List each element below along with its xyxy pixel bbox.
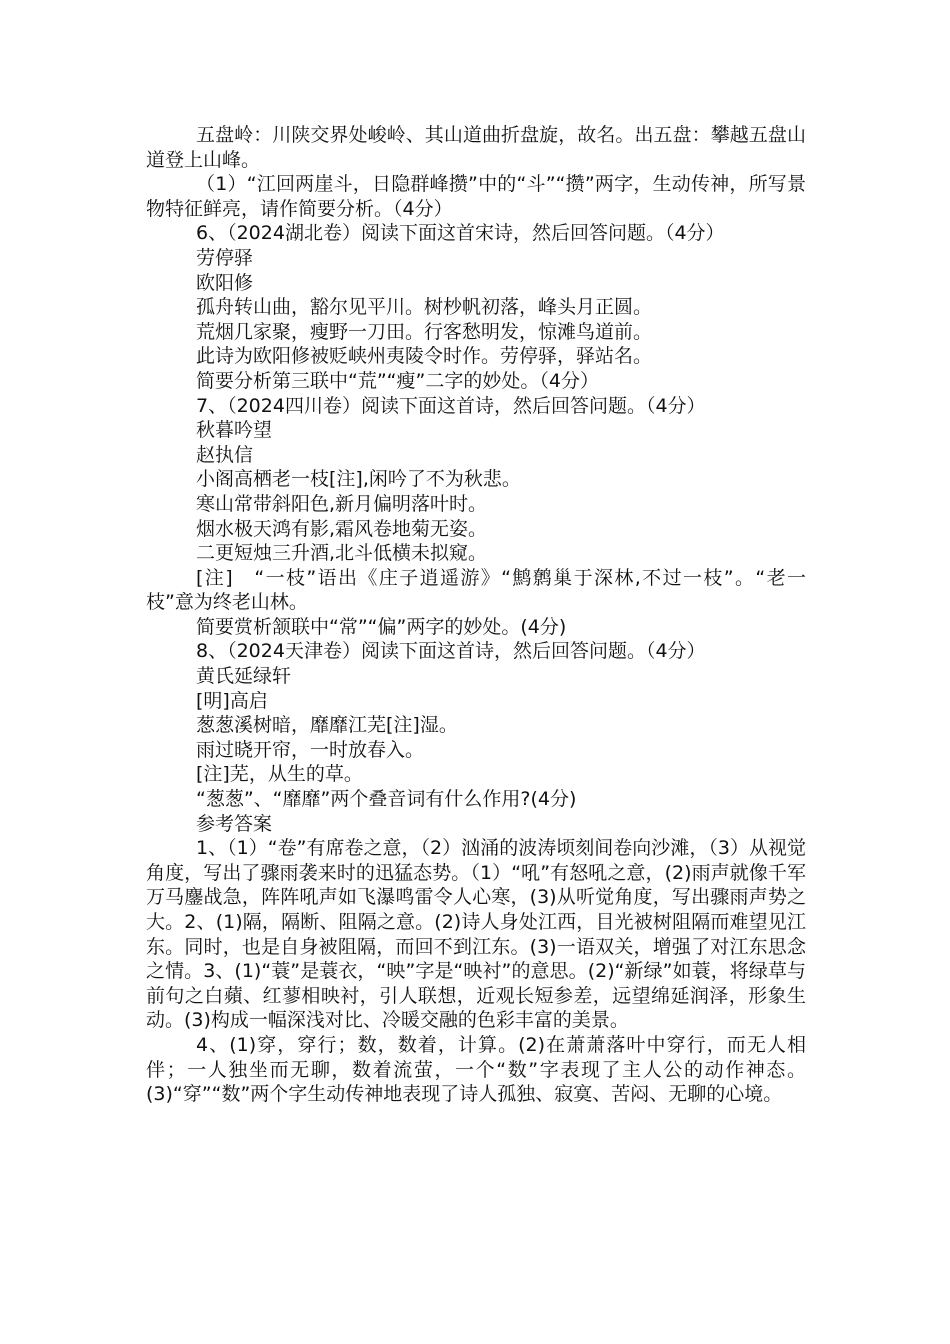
poem-author: [明]高启 <box>196 689 268 712</box>
poem-title: 秋暮吟望 <box>196 419 273 442</box>
question-8-header: 8、（2024天津卷）阅读下面这首诗，然后回答问题。（4分） <box>196 640 706 663</box>
note-wupan-ridge: 五盘岭：川陕交界处峻岭、其山道曲折盘旋，故名。出五盘：攀越五盘山道登上山峰。 <box>146 124 806 171</box>
poem-line: 寒山常带斜阳色,新月偏明落叶时。 <box>196 492 488 515</box>
poem-line: 小阁高栖老一枝[注],闲吟了不为秋悲。 <box>196 468 521 491</box>
poem-line: 烟水极天鸿有影,霜风卷地菊无姿。 <box>196 517 488 540</box>
poem-line: 葱葱溪树暗，靡靡江芜[注]湿。 <box>196 714 458 737</box>
question-prompt: 简要赏析颔联中“常”“偏”两字的妙处。(4分) <box>196 615 567 638</box>
answer-heading: 参考答案 <box>196 812 273 835</box>
answer-paragraph: 1、（1）“卷”有席卷之意，（2）汹涌的波涛顷刻间卷向沙滩，（3）从视觉角度，写出了骤雨袭来时的迅猛态势。（1）“吼”有怒吼之意，(2)雨声就像千军万马鏖战急，阵阵吼声如飞瀑鸣雷令人心寒，(3)从听觉角度，写出骤雨声势之大。2、(1)隔，隔断、阻隔之意。(2)诗人身处江西，目光被树阻隔而难望见江东。同时，也是自身被阻隔，而回不到江东。(3)一语双关，增强了对江东思念之情。3、(1)“蓑”是蓑衣，“映”字是“映衬”的意思。(2)“新绿”如蓑，将绿草与前句之白蘋、红蓼相映衬，引人联想，近观长短参差，远望绵延润泽，形象生动。(3)构成一幅深浅对比、冷暖交融的色彩丰富的美景。 <box>146 837 806 1032</box>
question-1: （1）“江回两崖斗，日隐群峰攒”中的“斗”“攒”两字，生动传神，所写景物特征鲜亮，请作简要分析。（4分） <box>146 173 806 220</box>
poem-line: 雨过晓开帘，一时放春入。 <box>196 738 425 761</box>
poem-title: 黄氏延绿轩 <box>196 665 292 688</box>
answer-paragraph: 4、(1)穿，穿行；数，数着，计算。(2)在萧萧落叶中穿行，而无人相伴；一人独坐而无聊，数着流萤，一个“数”字表现了主人公的动作神态。(3)“穿”“数”两个字生动传神地表现了诗人孤独、寂寞、苦闷、无聊的心境。 <box>146 1033 806 1106</box>
poem-line: 二更短烛三升酒,北斗低横未拟窥。 <box>196 542 488 565</box>
poem-footnote: [注]芜，从生的草。 <box>196 763 363 786</box>
poem-author: 赵执信 <box>196 443 254 466</box>
poem-line: 孤舟转山曲，豁尔见平川。树杪帆初落，峰头月正圆。 <box>196 296 653 319</box>
document-body <box>146 123 806 1107</box>
question-prompt: “葱葱”、“靡靡”两个叠音词有什么作用?(4分) <box>196 788 577 811</box>
question-prompt: 简要分析第三联中“荒”“瘦”二字的妙处。（4分） <box>196 369 599 392</box>
poem-title: 劳停驿 <box>196 246 254 269</box>
poem-footnote: [注] “一枝”语出《庄子逍遥游》“鹪鹩巢于深林,不过一枝”。“老一枝”意为终老山林。 <box>146 566 806 614</box>
poem-note: 此诗为欧阳修被贬峡州夷陵令时作。劳停驿，驿站名。 <box>196 345 653 368</box>
question-6-header: 6、（2024湖北卷）阅读下面这首宋诗，然后回答问题。（4分） <box>196 222 725 245</box>
poem-line: 荒烟几家聚，瘦野一刀田。行客愁明发，惊滩鸟道前。 <box>196 320 653 343</box>
poem-author: 欧阳修 <box>196 271 254 294</box>
question-7-header: 7、（2024四川卷）阅读下面这首诗，然后回答问题。（4分） <box>196 394 706 417</box>
